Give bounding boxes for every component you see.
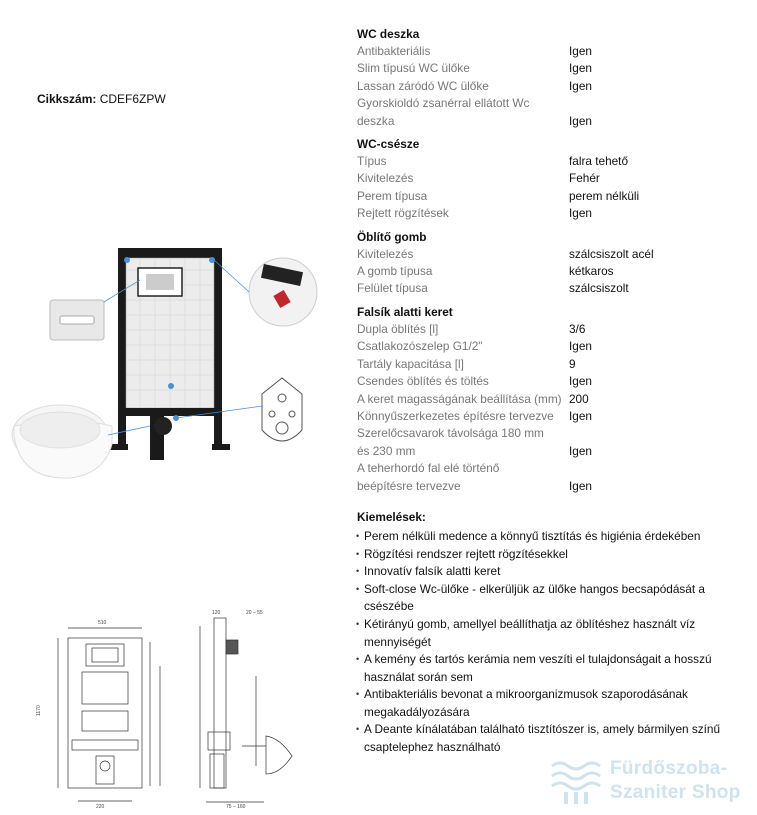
spec-key: Kivitelezés	[357, 246, 414, 261]
technical-drawing	[30, 606, 330, 811]
specifications	[357, 26, 752, 757]
spec-row	[357, 280, 752, 297]
spec-value: Igen	[569, 78, 592, 93]
spec-value: Igen	[569, 113, 592, 128]
section-title-flush-button: Öblítő gomb	[357, 229, 427, 244]
spec-row	[357, 263, 752, 280]
spec-key: A gomb típusa	[357, 264, 433, 279]
spec-key: Perem típusa	[357, 188, 428, 203]
spec-key: Kivitelezés	[357, 171, 414, 186]
spec-key: Csendes öblítés és töltés	[357, 374, 489, 389]
spec-value: Igen	[569, 374, 592, 389]
spec-key: Dupla öblítés [l]	[357, 321, 439, 336]
spec-value: Igen	[569, 443, 592, 458]
spec-value: Igen	[569, 44, 592, 58]
list-item: • A kemény és tartós kerámia nem veszíti el tulajdonságait a hosszú használat során sem	[357, 651, 752, 686]
spec-value: kétkaros	[569, 264, 614, 279]
spec-value: 9	[569, 356, 576, 371]
shop-watermark	[548, 756, 753, 808]
spec-row	[357, 43, 752, 60]
spec-row	[357, 153, 752, 170]
watermark-line2: Szaniter Shop	[610, 782, 741, 803]
spec-row	[357, 170, 752, 187]
article-number	[37, 92, 166, 106]
article-value: CDEF6ZPW	[99, 92, 166, 106]
spec-key: Lassan záródó WC ülőke	[357, 78, 489, 93]
section-title-wc-bowl: WC-csésze	[357, 137, 420, 152]
spec-row	[357, 408, 752, 425]
spec-value: szálcsiszolt acél	[569, 246, 654, 261]
spec-row	[357, 95, 752, 130]
spec-key: A keret magasságának beállítása (mm)	[357, 391, 562, 406]
spec-key: Könnyűszerkezetes építésre tervezve	[357, 408, 554, 423]
spec-row	[357, 78, 752, 95]
spec-row	[357, 356, 752, 373]
spec-key: A teherhordó fal elé történő beépítésre tervezve	[357, 461, 500, 493]
product-illustration	[0, 230, 340, 530]
svg-text:510: 510	[98, 620, 107, 626]
list-item: • Antibakteriális bevonat a mikroorganizmusok szaporodásának megakadályozására	[357, 686, 752, 721]
spec-key: Típus	[357, 154, 387, 169]
list-item: • Innovatív falsík alatti keret	[357, 563, 752, 581]
watermark-line1: Fürdőszoba-	[610, 758, 728, 779]
spec-value: Igen	[569, 478, 592, 493]
list-item: • Perem nélküli medence a könnyű tisztítás és higiénia érdekében	[357, 528, 752, 546]
spec-row	[357, 460, 752, 495]
spec-row	[357, 321, 752, 338]
spec-row	[357, 60, 752, 77]
fixing-detail-circle	[214, 258, 317, 326]
section-title-frame: Falsík alatti keret	[357, 304, 453, 319]
spec-key: Felület típusa	[357, 281, 428, 296]
svg-text:1170: 1170	[36, 705, 42, 716]
svg-text:20 – 55: 20 – 55	[246, 610, 263, 616]
spec-key: Slim típusú WC ülőke	[357, 61, 470, 76]
list-item: • Rögzítési rendszer rejtett rögzítésekkel	[357, 546, 752, 564]
water-wave-icon	[548, 756, 606, 806]
spec-row	[357, 246, 752, 263]
spec-value: szálcsiszolt	[569, 281, 629, 296]
list-item: • Kétirányú gomb, amellyel beállíthatja az öblítéshez használt víz mennyiségét	[357, 616, 752, 651]
spec-value: Igen	[569, 206, 592, 221]
spec-row	[357, 373, 752, 390]
spec-key: Gyorskioldó zsanérral ellátott Wc deszka	[357, 96, 530, 128]
spec-row	[357, 425, 752, 460]
spec-value: falra tehető	[569, 154, 629, 169]
svg-text:75 – 160: 75 – 160	[226, 804, 246, 810]
list-item: • Soft-close Wc-ülőke - elkerüljük az ülőke hangos becsapódását a csészébe	[357, 581, 752, 616]
spec-value: Fehér	[569, 171, 600, 186]
svg-text:220: 220	[96, 804, 105, 810]
article-label: Cikkszám:	[37, 92, 97, 106]
spec-value: 3/6	[569, 321, 586, 336]
highlights-list	[357, 528, 752, 757]
spec-row	[357, 391, 752, 408]
highlights-title: Kiemelések:	[357, 509, 426, 524]
installation-frame	[110, 248, 230, 460]
list-item: • A Deante kínálatában található tisztítószer is, amely bármilyen színű csaptelephez használható	[357, 721, 752, 756]
spec-row	[357, 188, 752, 205]
spec-value: Igen	[569, 408, 592, 423]
spec-key: Tartály kapacitása [l]	[357, 356, 464, 371]
spec-value: Igen	[569, 61, 592, 76]
spec-key: Rejtett rögzítések	[357, 206, 449, 221]
spec-key: Szerelőcsavarok távolsága 180 mm és 230 mm	[357, 426, 544, 458]
spec-row	[357, 338, 752, 355]
spec-value: Igen	[569, 339, 592, 354]
spec-key: Csatlakozószelep G1/2"	[357, 339, 483, 354]
spec-key: Antibakteriális	[357, 44, 431, 58]
section-title-wc-seat: WC deszka	[357, 27, 420, 41]
spec-row	[357, 205, 752, 222]
svg-text:120: 120	[212, 610, 221, 616]
spec-value: 200	[569, 391, 589, 406]
spec-value: perem nélküli	[569, 188, 640, 203]
